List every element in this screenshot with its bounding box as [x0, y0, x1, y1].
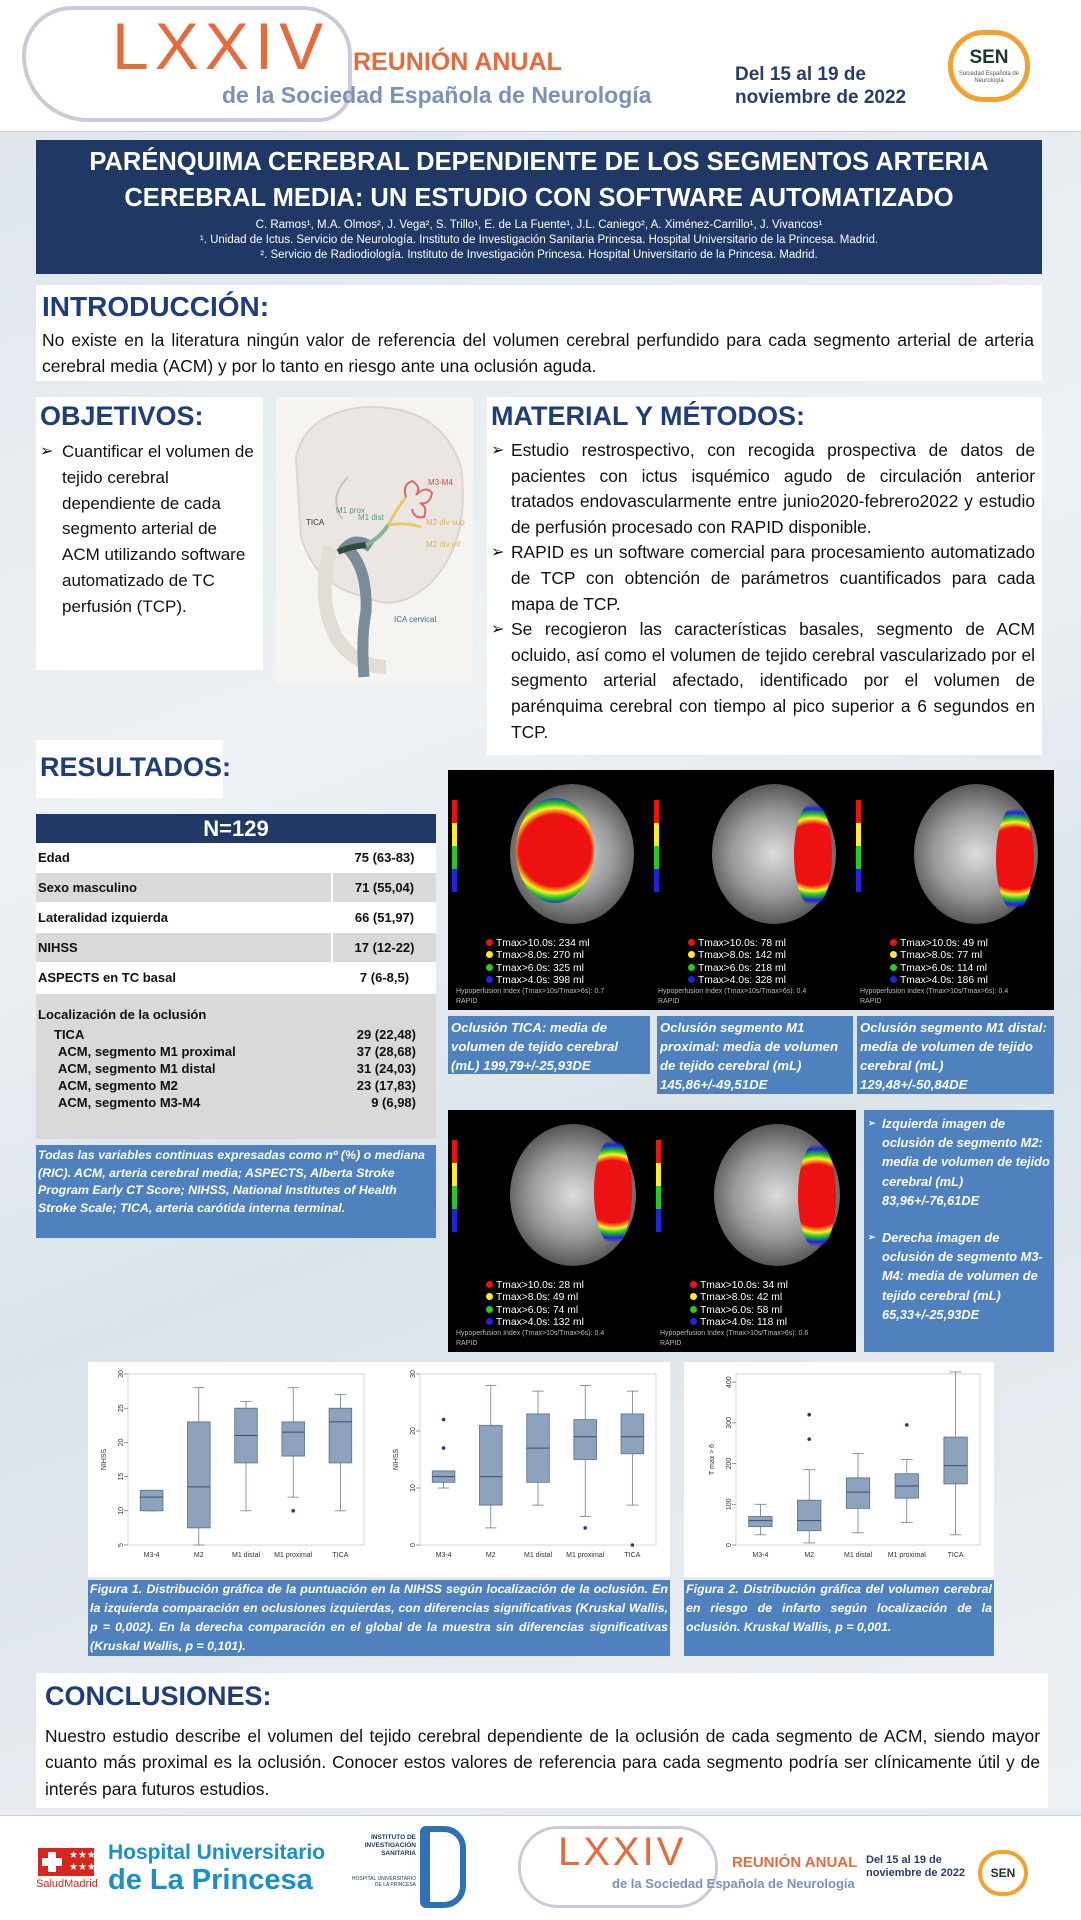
table-row — [36, 963, 436, 993]
y-axis-label: NIHSS — [101, 1448, 108, 1471]
label-m1-prox: M1 prox — [336, 506, 365, 515]
loc-row — [38, 1026, 434, 1043]
outlier-point — [291, 1509, 295, 1513]
legend-dot-icon — [486, 964, 493, 971]
tmax-value: 114 ml — [956, 962, 988, 974]
tmax-legend-row — [690, 1305, 788, 1317]
tmax-legend-row — [486, 1292, 584, 1304]
hypoperfusion-index: Hypoperfusion Index (Tmax>10s/Tmax>6s): 0.4 — [860, 988, 1009, 995]
tmax-value: 28 ml — [558, 1280, 584, 1291]
tmax-legend-row — [688, 963, 786, 975]
loc-value: 29 (22,48) — [356, 1027, 416, 1042]
hypoperfusion-index: Hypoperfusion Index (Tmax>10s/Tmax>6s): 0.7 — [456, 988, 605, 995]
tmax-value: 49 ml — [962, 938, 988, 949]
colorbar — [856, 800, 861, 892]
loc-value: 9 (6,98) — [371, 1095, 416, 1110]
tmax-label: Tmax>6.0s: — [900, 962, 957, 974]
row-label: Sexo masculino — [36, 873, 331, 902]
colorbar — [452, 1140, 457, 1232]
label-m2-inf: M2 div inf — [426, 540, 461, 549]
tmax-label: Tmax>10.0s: — [700, 1280, 763, 1291]
loc-value: 23 (17,83) — [356, 1078, 416, 1093]
legend-dot-icon — [890, 964, 897, 971]
legend-dot-icon — [486, 939, 493, 946]
tmax-value: 270 ml — [552, 950, 584, 962]
box — [479, 1425, 502, 1505]
tmax-legend-row — [690, 1280, 788, 1292]
x-tick-label: TICA — [624, 1552, 641, 1559]
tmax-legend — [486, 938, 590, 988]
tmax-value: 78 ml — [760, 938, 786, 949]
tmax-label: Tmax>4.0s: — [698, 975, 755, 987]
table-header: N=129 — [36, 814, 436, 843]
hypoperfusion-map — [516, 798, 594, 903]
y-tick-label: 20 — [118, 1438, 125, 1447]
brain-scan-image — [712, 784, 836, 924]
tmax-label: Tmax>8.0s: — [900, 950, 957, 962]
row-value: 66 (51,97) — [333, 903, 436, 932]
tmax-value: 234 ml — [558, 938, 590, 949]
tmax-value: 77 ml — [956, 950, 983, 962]
arrow-bullet-icon: ➢ — [491, 544, 505, 562]
conclusions-heading: CONCLUSIONES: — [45, 1681, 272, 1711]
rapid-label: RAPID — [658, 998, 680, 1005]
outlier-point — [807, 1413, 811, 1417]
box — [797, 1500, 820, 1531]
objective-text: Cuantificar el volumen de tejido cerebral dependiente de cada segmento arterial de ACM utilizando software automatizado de TC perfusión (TCP). — [62, 442, 254, 616]
brain-scan-image — [510, 784, 634, 924]
y-tick-label: 0 — [726, 1543, 733, 1547]
x-tick-label: M3-4 — [143, 1552, 160, 1559]
tmax-label: Tmax>8.0s: — [698, 950, 755, 962]
outlier-point — [631, 1543, 635, 1547]
box — [140, 1490, 163, 1511]
y-tick-label: 20 — [410, 1427, 417, 1435]
y-axis-label: NIHSS — [393, 1448, 400, 1471]
meeting-dates: Del 15 al 19 de noviembre de 2022 — [735, 64, 907, 108]
footer-edition: LXXIV — [558, 1830, 687, 1874]
loc-value: 31 (24,03) — [356, 1061, 416, 1076]
conclusions-section — [36, 1673, 1048, 1808]
label-m1-dist: M1 dist — [358, 513, 384, 522]
row-label: Lateralidad izquierda — [36, 903, 331, 932]
arrow-bullet-icon: ➢ — [491, 442, 505, 459]
affiliation-2: ². Servicio de Radiodiología. Instituto de Investigación Princesa. Hospital Universitario de la Princesa. Madrid. — [260, 249, 818, 261]
authors: C. Ramos¹, M.A. Olmos², J. Vega², S. Trillo¹, E. de La Fuente¹, J.L. Caniego², A. Ximénez-Carrillo¹, J. Vivancos¹ — [255, 219, 823, 231]
outlier-point — [905, 1423, 909, 1427]
row-value: 71 (55,04) — [333, 873, 436, 902]
caption-m1-proximal: Oclusión segmento M1 proximal: media de volumen de tejido cerebral (mL) 145,86+/-49,51DE — [657, 1016, 853, 1094]
box — [282, 1422, 305, 1456]
x-tick-label: M1 proximal — [887, 1552, 926, 1559]
tmax-legend-row — [486, 938, 590, 950]
x-tick-label: M1 proximal — [566, 1552, 605, 1559]
colorbar — [656, 1140, 661, 1232]
footer-dates: Del 15 al 19 de noviembre de 2022 — [866, 1854, 966, 1879]
affiliation-1: ¹. Unidad de Ictus. Servicio de Neurología. Instituto de Investigación Sanitaria Princesa. Hospital Universitario de la Princesa. Madrid. — [199, 234, 879, 246]
colorbar — [654, 800, 659, 892]
legend-dot-icon — [688, 976, 695, 983]
mca-segments-diagram — [276, 397, 473, 684]
methods-section — [487, 397, 1042, 755]
tmax-legend-row — [486, 975, 590, 987]
methods-item-text: Estudio restrospectivo, con recogida prospectiva de datos de pacientes con ictus isquémico agudo de circulación anterior tratados endovascularmente entre junio2020-febrero2022 y estudio de perfusión procesado con RAPID disponible. — [511, 440, 1035, 537]
salud-madrid-logo — [38, 1848, 66, 1876]
tmax-legend — [688, 938, 786, 988]
tmax-value: 398 ml — [552, 975, 584, 987]
outlier-point — [807, 1437, 811, 1441]
tmax-value: 42 ml — [756, 1292, 783, 1304]
tmax-label: Tmax>4.0s: — [700, 1317, 757, 1329]
footer-meeting: REUNIÓN ANUAL — [732, 1854, 858, 1871]
box — [574, 1420, 597, 1460]
edition-number: LXXIV — [112, 9, 330, 83]
figure-2-caption: Figura 2. Distribución gráfica del volumen cerebral en riesgo de infarto según localización de la oclusión. Kruskal Wallis, p = 0,001. — [684, 1580, 994, 1656]
legend-dot-icon — [486, 1293, 493, 1300]
occlusion-location-block — [36, 994, 436, 1139]
outlier-point — [442, 1446, 446, 1450]
x-tick-label: M1 distal — [523, 1552, 553, 1559]
objectives-section — [36, 397, 263, 670]
sen-logo — [948, 30, 1030, 102]
tmax-label: Tmax>8.0s: — [700, 1292, 757, 1304]
caption-m2-text: Izquierda imagen de oclusión de segmento M2: media de volumen de tejido cerebral (mL) 83,96+/-76,61DE — [882, 1116, 1050, 1208]
tmax-value: 218 ml — [754, 962, 786, 974]
caption-m1-distal: Oclusión segmento M1 distal: media de volumen de tejido cerebral (mL) 129,48+/-50,84DE — [857, 1016, 1054, 1094]
tmax-legend-row — [688, 950, 786, 962]
y-tick-label: 400 — [726, 1376, 733, 1388]
tmax-legend — [890, 938, 988, 988]
tmax-label: Tmax>8.0s: — [496, 950, 553, 962]
perfusion-scan-panel — [448, 770, 1054, 1010]
tmax-label: Tmax>8.0s: — [496, 1292, 553, 1304]
loc-row — [38, 1094, 434, 1111]
hypoperfusion-map — [794, 802, 832, 907]
y-tick-label: 30 — [410, 1370, 417, 1378]
box — [846, 1478, 869, 1509]
loc-label: ACM, segmento M1 distal — [58, 1061, 216, 1076]
legend-dot-icon — [688, 964, 695, 971]
loc-value: 37 (28,68) — [356, 1044, 416, 1059]
nihss-boxplot-left — [88, 1362, 378, 1577]
row-label: ASPECTS en TC basal — [36, 963, 331, 992]
label-m2-sup: M2 div sup — [426, 518, 465, 527]
tmax-legend — [486, 1280, 584, 1330]
header-banner — [0, 0, 1081, 132]
hypoperfusion-map — [798, 1142, 836, 1249]
tmax-value: 49 ml — [552, 1292, 579, 1304]
caption-m34-text: Derecha imagen de oclusión de segmento M3-M4: media de volumen de tejido cerebral (mL) 65,33+/-25,93DE — [882, 1230, 1043, 1322]
perfusion-scan-panel — [448, 1110, 856, 1352]
y-tick-label: 10 — [410, 1484, 417, 1492]
x-tick-label: M1 distal — [843, 1552, 873, 1559]
loc-label: TICA — [54, 1027, 85, 1042]
tmax-label: Tmax>10.0s: — [496, 938, 559, 949]
tmax-value: 325 ml — [552, 962, 584, 974]
x-tick-label: M1 proximal — [274, 1552, 313, 1559]
meeting-name: REUNIÓN ANUAL — [353, 48, 562, 76]
arrow-bullet-icon: ➢ — [491, 621, 505, 639]
title-line-2: CEREBRAL MEDIA: UN ESTUDIO CON SOFTWARE AUTOMATIZADO — [124, 184, 954, 212]
rapid-label: RAPID — [456, 1340, 478, 1347]
tmax-legend-row — [890, 938, 988, 950]
tmax-legend-row — [890, 950, 988, 962]
intro-section — [36, 285, 1042, 381]
loc-row — [38, 1043, 434, 1060]
tmax-legend-row — [688, 938, 786, 950]
box — [329, 1408, 352, 1463]
tmax-value: 186 ml — [956, 975, 988, 987]
methods-item — [491, 540, 1035, 617]
intro-heading: INTRODUCCIÓN: — [42, 291, 270, 322]
methods-item-text: RAPID es un software comercial para procesamiento automatizado de TCP con obtención de parámetros cuantificados para cada mapa de TCP. — [511, 542, 1035, 614]
madrid-flag-icon: ★★★ ★★★ — [66, 1848, 94, 1876]
footer-logos — [0, 1815, 1081, 1920]
tmax-value: 132 ml — [552, 1317, 584, 1329]
tmax-legend-row — [890, 963, 988, 975]
objective-item — [40, 439, 258, 620]
hospital-name-1: Hospital Universitario — [108, 1841, 326, 1864]
arrow-bullet-icon: ➢ — [40, 443, 54, 460]
y-axis-label: T max > 6 — [709, 1443, 716, 1476]
hypoperfusion-index: Hypoperfusion Index (Tmax>10s/Tmax>6s): 0.4 — [658, 988, 807, 995]
legend-dot-icon — [890, 951, 897, 958]
y-tick-label: 0 — [410, 1543, 417, 1547]
loc-row — [38, 1060, 434, 1077]
poster-title-box — [36, 140, 1042, 274]
tmax-label: Tmax>6.0s: — [496, 1304, 553, 1316]
tmax-legend-row — [486, 1317, 584, 1329]
legend-dot-icon — [486, 1281, 493, 1288]
caption-m2-m34 — [864, 1110, 1054, 1352]
x-tick-label: M2 — [485, 1552, 496, 1559]
tmax-label: Tmax>10.0s: — [496, 1280, 559, 1291]
footer-society: de la Sociedad Española de Neurología — [612, 1876, 855, 1891]
figure-1-caption: Figura 1. Distribución gráfica de la puntuación en la NIHSS según localización de la oclusión. En la izquierda comparación en oclusiones izquierdas, con diferencias significativas (Kruskal Wallis, p = 0,002). En la derecha comparación en el global de la muestra sin diferencias significativas (Kruskal Wallis, p = 0,101). — [88, 1580, 670, 1656]
brain-scan-image — [914, 784, 1038, 924]
x-tick-label: M3-4 — [752, 1552, 769, 1559]
legend-dot-icon — [890, 976, 897, 983]
y-tick-label: 5 — [118, 1543, 125, 1547]
tmax-label: Tmax>4.0s: — [900, 975, 957, 987]
loc-label: ACM, segmento M3-M4 — [58, 1095, 201, 1110]
outlier-point — [442, 1418, 446, 1422]
figure-2 — [684, 1362, 994, 1577]
box — [187, 1422, 210, 1528]
row-value: 7 (6-8,5) — [333, 963, 436, 992]
tmax-label: Tmax>10.0s: — [900, 938, 963, 949]
label-ica: ICA cervical — [394, 615, 437, 624]
tmax-boxplot — [684, 1362, 994, 1577]
legend-dot-icon — [690, 1306, 697, 1313]
y-tick-label: 100 — [726, 1498, 733, 1511]
tmax-label: Tmax>4.0s: — [496, 1317, 553, 1329]
nihss-boxplot-right — [380, 1362, 670, 1577]
iis-ip-logo — [420, 1826, 466, 1908]
x-tick-label: TICA — [947, 1552, 964, 1559]
legend-dot-icon — [890, 939, 897, 946]
y-tick-label: 15 — [118, 1472, 125, 1481]
loc-row — [38, 1077, 434, 1094]
colorbar — [452, 800, 457, 892]
methods-heading: MATERIAL Y MÉTODOS: — [491, 401, 806, 431]
loc-title — [38, 1006, 434, 1023]
tmax-legend-row — [890, 975, 988, 987]
caption-tica: Oclusión TICA: media de volumen de tejido cerebral (mL) 199,79+/-25,93DE — [448, 1016, 650, 1074]
tmax-value: 58 ml — [756, 1304, 783, 1316]
tmax-label: Tmax>6.0s: — [700, 1304, 757, 1316]
methods-item — [491, 617, 1035, 745]
tmax-value: 34 ml — [762, 1280, 788, 1291]
tmax-label: Tmax>6.0s: — [496, 962, 553, 974]
sen-logo-sub: Sociedad Española de Neurología — [958, 71, 1020, 84]
y-tick-label: 25 — [118, 1404, 125, 1413]
box — [944, 1437, 967, 1484]
poster-title — [36, 140, 1042, 216]
rapid-label: RAPID — [860, 998, 882, 1005]
row-value: 17 (12-22) — [333, 933, 436, 962]
tmax-label: Tmax>4.0s: — [496, 975, 553, 987]
label-tica: TICA — [306, 518, 325, 527]
salud-madrid-text: SaludMadrid — [36, 1878, 98, 1890]
box — [749, 1517, 772, 1527]
check-bullet-icon: ➢ — [868, 1118, 876, 1128]
brain-scan-image — [714, 1124, 840, 1266]
table-row — [36, 873, 436, 903]
methods-item-text: Se recogieron las características basales, segmento de ACM ocluido, así como el volumen de tejido cerebral vascularizado por el segmento arterial afectado, identificado por el volumen de parénquima cerebral con tiempo al pico superior a 6 segundos en TCP. — [511, 619, 1035, 742]
tmax-legend-row — [486, 950, 590, 962]
results-heading-box — [36, 740, 231, 798]
legend-dot-icon — [690, 1293, 697, 1300]
table-footnote: Todas las variables continuas expresadas como nº (%) o mediana (RIC). ACM, arteria cerebral media; ASPECTS, Alberta Stroke Program Early CT Score; NIHSS, National Institutes of Health Stroke Scale; TICA, arteria carótida interna terminal. — [36, 1145, 436, 1238]
tmax-legend — [690, 1280, 788, 1330]
tmax-legend-row — [486, 963, 590, 975]
tmax-label: Tmax>10.0s: — [698, 938, 761, 949]
hospital-name-2: de La Princesa — [108, 1864, 313, 1896]
hypoperfusion-index: Hypoperfusion Index (Tmax>10s/Tmax>6s): 0.6 — [660, 1330, 809, 1337]
conclusions-text: Nuestro estudio describe el volumen del tejido cerebral dependiente de la oclusión de cada segmento de ACM, siendo mayor cuanto más proximal es la oclusión. Conocer estos valores de referencia para cada segmento podría ser clínicamente útil y de interés para futuros estudios. — [45, 1726, 1040, 1799]
y-tick-label: 200 — [726, 1457, 733, 1470]
legend-dot-icon — [486, 1306, 493, 1313]
legend-dot-icon — [486, 951, 493, 958]
row-value: 75 (63-83) — [333, 843, 436, 872]
brain-scan-image — [510, 1124, 636, 1266]
figure-1 — [88, 1362, 670, 1577]
tmax-legend-row — [486, 1305, 584, 1317]
row-label: NIHSS — [36, 933, 331, 962]
legend-dot-icon — [688, 951, 695, 958]
caption-m34 — [868, 1228, 1050, 1324]
tmax-value: 74 ml — [552, 1304, 579, 1316]
loc-title-text: Localización de la oclusión — [38, 1007, 207, 1022]
iis-princesa-text: INSTITUTO DE INVESTIGACIÓN SANITARIA — [364, 1834, 416, 1857]
results-heading: RESULTADOS: — [40, 752, 231, 782]
rapid-label: RAPID — [660, 1340, 682, 1347]
table-row — [36, 843, 436, 873]
baseline-table — [36, 814, 436, 1139]
methods-list — [491, 438, 1035, 745]
legend-dot-icon — [690, 1281, 697, 1288]
table-row — [36, 933, 436, 963]
tmax-label: Tmax>6.0s: — [698, 962, 755, 974]
loc-label: ACM, segmento M1 proximal — [58, 1044, 236, 1059]
tmax-legend-row — [690, 1317, 788, 1329]
tmax-value: 142 ml — [754, 950, 786, 962]
intro-text: No existe en la literatura ningún valor de referencia del volumen cerebral perfundido para cada segmento arterial de arteria cerebral media (ACM) y por lo tanto en riesgo ante una oclusión aguda. — [42, 330, 1034, 376]
y-tick-label: 300 — [726, 1417, 733, 1429]
box — [621, 1414, 644, 1454]
hypoperfusion-map — [996, 806, 1034, 911]
rapid-label: RAPID — [456, 998, 478, 1005]
x-tick-label: M2 — [193, 1552, 204, 1559]
x-tick-label: M3-4 — [435, 1552, 452, 1559]
footer-sen-logo: SEN — [978, 1850, 1028, 1896]
hypoperfusion-map — [594, 1138, 632, 1245]
objectives-heading: OBJETIVOS: — [40, 401, 204, 431]
brain-vessel-illustration — [276, 397, 473, 684]
tmax-value: 328 ml — [754, 975, 786, 987]
label-m3m4: M3-M4 — [428, 478, 453, 487]
title-line-1: PARÉNQUIMA CEREBRAL DEPENDIENTE DE LOS SEGMENTOS ARTERIA — [89, 148, 989, 176]
legend-dot-icon — [688, 939, 695, 946]
iis-princesa-sub: HOSPITAL UNIVERSITARIO DE LA PRINCESA — [351, 1876, 416, 1888]
table-row — [36, 903, 436, 933]
x-tick-label: M2 — [804, 1552, 815, 1559]
methods-item — [491, 438, 1035, 540]
outlier-point — [583, 1526, 587, 1530]
x-tick-label: M1 distal — [231, 1552, 261, 1559]
hypoperfusion-index: Hypoperfusion Index (Tmax>10s/Tmax>6s): 0.4 — [456, 1330, 605, 1337]
check-bullet-icon: ➢ — [868, 1232, 876, 1242]
tmax-legend-row — [486, 1280, 584, 1292]
tmax-legend-row — [688, 975, 786, 987]
legend-dot-icon — [486, 1318, 493, 1325]
tmax-legend-row — [690, 1292, 788, 1304]
tmax-value: 118 ml — [756, 1317, 788, 1329]
row-label: Edad — [36, 843, 331, 872]
legend-dot-icon — [690, 1318, 697, 1325]
loc-label: ACM, segmento M2 — [58, 1078, 178, 1093]
society-name: de la Sociedad Española de Neurología — [222, 82, 652, 108]
x-tick-label: TICA — [332, 1552, 349, 1559]
legend-dot-icon — [486, 976, 493, 983]
sen-logo-text: SEN — [969, 47, 1009, 68]
y-tick-label: 10 — [118, 1506, 125, 1515]
y-tick-label: 30 — [118, 1370, 125, 1378]
caption-m2 — [868, 1114, 1050, 1210]
